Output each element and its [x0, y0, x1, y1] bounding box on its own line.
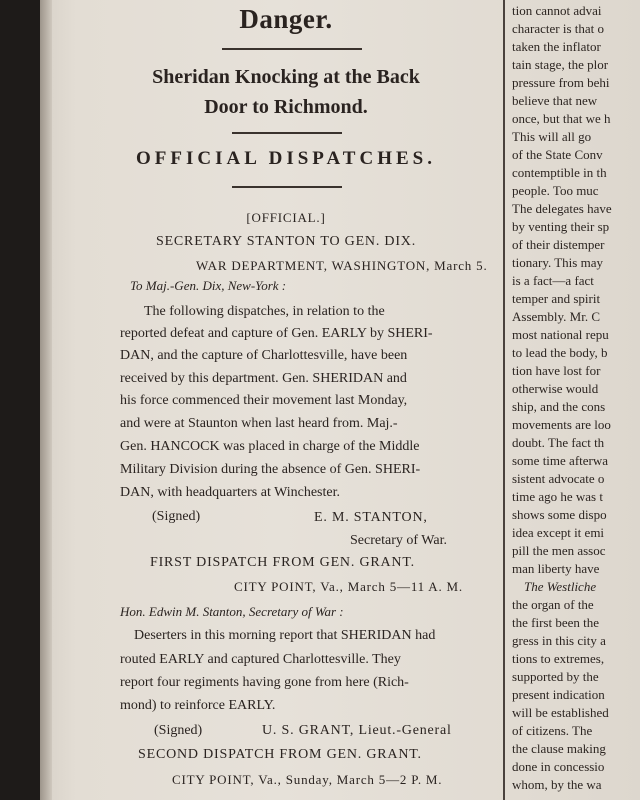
text-line: some time afterwa: [512, 453, 609, 468]
body-line: DAN, with headquarters at Winchester.: [120, 485, 341, 500]
text-line: of their distemper: [512, 237, 605, 252]
text-line: idea except it emi: [512, 525, 605, 540]
text-line: believe that new: [512, 93, 598, 108]
text-line: is a fact—a fact: [512, 273, 594, 288]
dispatch-title: SECRETARY STANTON TO GEN. DIX.: [155, 234, 417, 249]
adjacent-column: [510, 0, 640, 800]
text-line: character is that o: [512, 21, 605, 36]
text-line: time ago he was t: [512, 489, 603, 504]
text-line: temper and spirit: [512, 291, 601, 306]
page-edge-shadow: [40, 0, 52, 800]
text-line: shows some dispo: [512, 507, 607, 522]
text-line: of citizens. The: [512, 723, 593, 738]
text-line: tions to extremes,: [512, 651, 605, 666]
text-line: taken the inflator: [512, 39, 601, 54]
dispatch-title: FIRST DISPATCH FROM GEN. GRANT.: [150, 555, 415, 570]
body-line: Military Division during the absence of Gen. SHERI-: [120, 462, 421, 477]
body-line: The following dispatches, in relation to the: [144, 304, 385, 319]
body-line: received by this department. Gen. SHERIDAN and: [120, 371, 407, 386]
body-line: DAN, and the capture of Charlottesville, have been: [120, 348, 408, 363]
body-line: reported defeat and capture of Gen. EARLY by SHERI-: [120, 326, 433, 341]
divider-rule: [222, 48, 362, 50]
divider-rule: [232, 132, 342, 134]
text-line: present indication: [512, 687, 605, 702]
dispatch-addressee: To Maj.-Gen. Dix, New-York :: [130, 278, 287, 293]
column-rule: [503, 0, 505, 800]
text-line: the organ of the: [512, 597, 594, 612]
text-line: will be established: [512, 705, 609, 720]
text-line: tion have lost for: [512, 363, 601, 378]
body-line: Deserters in this morning report that SHERIDAN had: [134, 628, 436, 643]
text-line: most national repu: [512, 327, 609, 342]
text-line: The Westliche: [524, 579, 597, 594]
text-line: Assembly. Mr. C: [512, 309, 600, 324]
text-line: the first been the: [512, 615, 599, 630]
text-line: tion cannot advai: [512, 3, 602, 18]
dispatch-dateline: WAR DEPARTMENT, WASHINGTON, March 5.: [196, 258, 488, 273]
text-line: contemptible in th: [512, 165, 607, 180]
signer-title: Secretary of War.: [350, 533, 447, 548]
body-line: and were at Staunton when last heard from. Maj.-: [120, 416, 398, 431]
body-line: routed EARLY and captured Charlottesville. They: [120, 652, 401, 667]
body-line: Gen. HANCOCK was placed in charge of the Middle: [120, 439, 420, 454]
signer-name: U. S. GRANT, Lieut.-General: [262, 723, 452, 738]
subhead-line-1: Sheridan Knocking at the Back: [152, 66, 420, 88]
text-line: man liberty have: [512, 561, 600, 576]
body-line: report four regiments having gone from here (Rich-: [120, 675, 409, 690]
headline-main: Danger.: [239, 4, 333, 34]
text-line: otherwise would: [512, 381, 599, 396]
text-line: This will all go: [512, 129, 592, 144]
dispatch-label: [OFFICIAL.]: [246, 210, 326, 225]
text-line: sistent advocate o: [512, 471, 605, 486]
signer-name: E. M. STANTON,: [314, 510, 428, 525]
dispatch-dateline: CITY POINT, Va., Sunday, March 5—2 P. M.: [172, 772, 443, 787]
text-line: of the State Conv: [512, 147, 603, 162]
text-line: movements are loo: [512, 417, 611, 432]
text-line: once, but that we h: [512, 111, 611, 126]
text-line: by venting their sp: [512, 219, 610, 234]
text-line: ship, and the cons: [512, 399, 606, 414]
dispatch-dateline: CITY POINT, Va., March 5—11 A. M.: [234, 579, 463, 594]
text-line: pressure from behi: [512, 75, 610, 90]
divider-rule: [232, 186, 342, 188]
text-line: tain stage, the plor: [512, 57, 609, 72]
text-line: done in concessio: [512, 759, 605, 774]
text-line: gress in this city a: [512, 633, 606, 648]
signed-label: (Signed): [154, 723, 203, 738]
dispatch-addressee: Hon. Edwin M. Stanton, Secretary of War :: [120, 604, 344, 619]
signed-label: (Signed): [152, 509, 201, 524]
text-line: whom, by the wa: [512, 777, 602, 792]
body-line: mond) to reinforce EARLY.: [120, 698, 276, 713]
text-line: tionary. This may: [512, 255, 603, 270]
main-column: [72, 0, 500, 800]
text-line: people. Too muc: [512, 183, 599, 198]
text-line: supported by the: [512, 669, 599, 684]
text-line: the clause making: [512, 741, 606, 756]
text-line: doubt. The fact th: [512, 435, 605, 450]
subhead-line-2: Door to Richmond.: [204, 96, 368, 118]
text-line: to lead the body, b: [512, 345, 608, 360]
dispatch-title: SECOND DISPATCH FROM GEN. GRANT.: [138, 747, 422, 762]
section-title: OFFICIAL DISPATCHES.: [136, 148, 436, 169]
body-line: his force commenced their movement last Monday,: [120, 393, 408, 408]
text-line: The delegates have: [512, 201, 612, 216]
text-line: pill the men assoc: [512, 543, 606, 558]
